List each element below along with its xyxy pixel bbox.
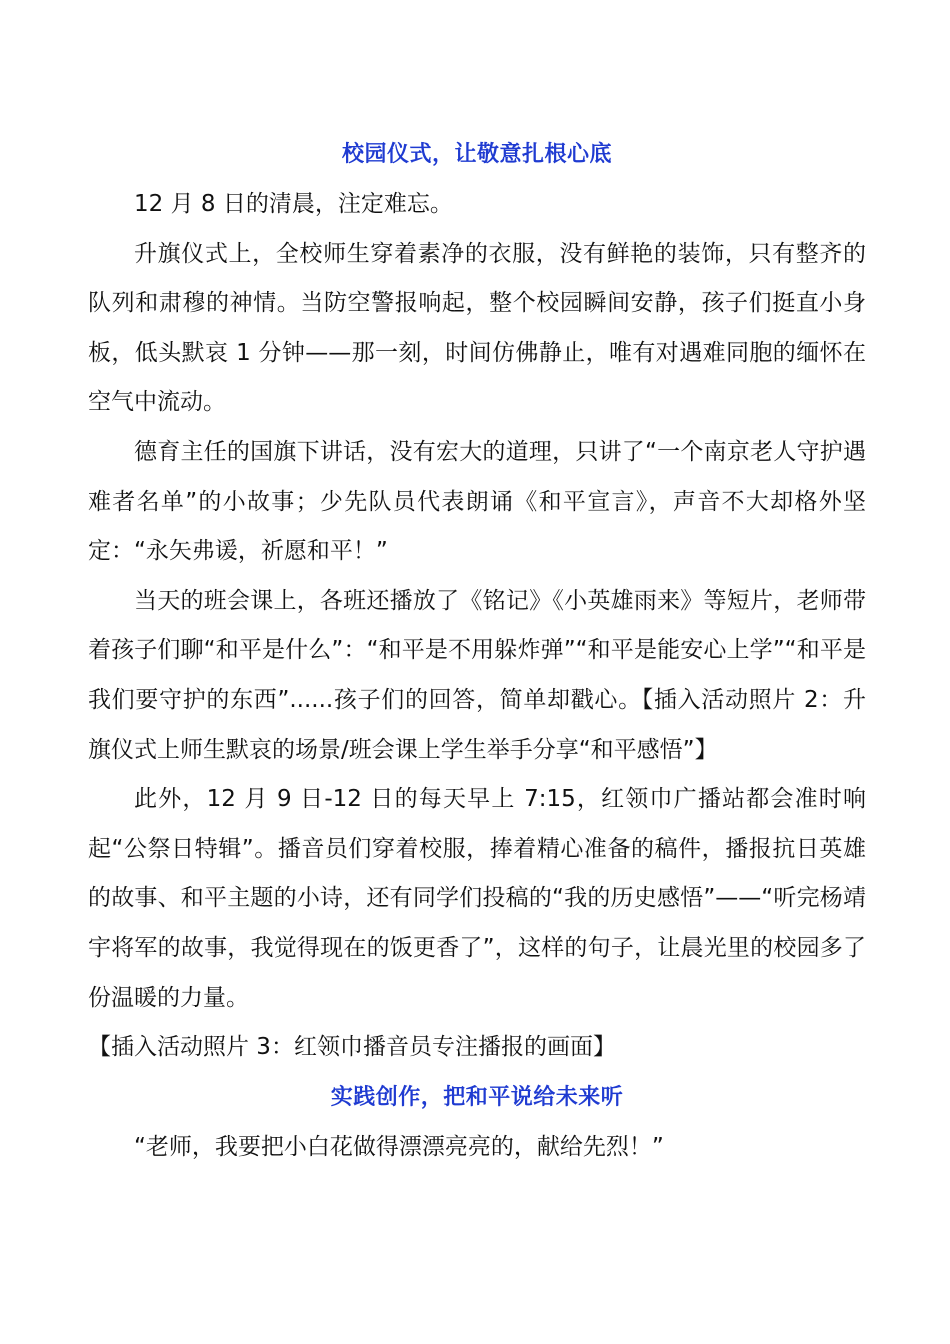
paragraph-quote: “老师，我要把小白花做得漂漂亮亮的，献给先烈！” (134, 1133, 664, 1160)
section-heading-ceremony: 校园仪式，让敬意扎根心底 (341, 142, 612, 167)
paragraph-speech: 德育主任的国旗下讲话，没有宏大的道理，只讲了“一个南京老人守护遇难者名单”的小故事；少先队员代表朗诵《和平宣言》，声音不大却格外坚定：“永矢弗谖，祈愿和平！” (88, 438, 866, 565)
paragraph-broadcast: 此外，12 月 9 日-12 日的每天早上 7:15，红领巾广播站都会准时响起“公祭日特辑”。播音员们穿着校服，捧着精心准备的稿件，播报抗日英雄的故事、和平主题的小诗，还有同学们投稿的“我的历史感悟”——“听完杨靖宇将军的故事，我觉得现在的饭更香了”，这样的句子，让晨光里的校园多了份温暖的力量。 (88, 786, 866, 1011)
paragraph-flag-raising: 升旗仪式上，全校师生穿着素净的衣服，没有鲜艳的装饰，只有整齐的队列和肃穆的神情。当防空警报响起，整个校园瞬间安静，孩子们挺直小身板，低头默哀 1 分钟——那一刻，时间仿佛静止，唯有对遇难同胞的缅怀在空气中流动。 (88, 240, 866, 416)
photo-note: 【插入活动照片 3：红领巾播音员专注播报的画面】 (88, 1034, 616, 1061)
document-body (88, 130, 866, 1172)
section-heading-creation: 实践创作，把和平说给未来听 (330, 1084, 624, 1110)
paragraph-morning: 12 月 8 日的清晨，注定难忘。 (134, 191, 453, 217)
paragraph-class-meeting: 当天的班会课上，各班还播放了《铭记》《小英雄雨来》等短片，老师带着孩子们聊“和平是什么”：“和平是不用躲炸弹”“和平是能安心上学”“和平是我们要守护的东西”......孩子们的回答，简单却戳心。【插入活动照片 2：升旗仪式上师生默哀的场景/班会课上学生举手分享“和平感悟”】 (88, 587, 866, 763)
